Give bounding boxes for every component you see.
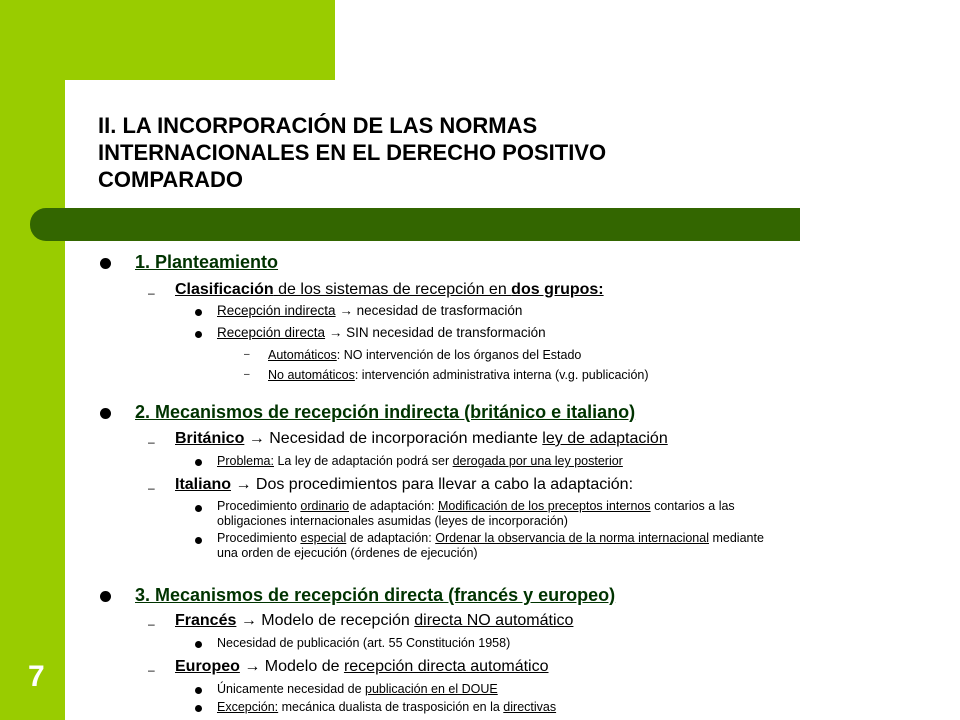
- bullet-icon: [195, 641, 202, 648]
- britanico-item: [175, 430, 668, 448]
- recepcion-directa-item: [217, 325, 546, 340]
- procedimiento-ordinario-cont: [217, 514, 568, 528]
- publicacion-doue: publicación en el DOUE: [365, 682, 498, 696]
- europeo-directa: recepción directa automático: [343, 658, 549, 675]
- ordinario-modificacion: Modificación de los preceptos internos: [437, 499, 651, 513]
- section-3-heading: [135, 585, 615, 606]
- frances-item: [175, 612, 573, 630]
- europeo-text: → Modelo de: [239, 658, 344, 675]
- problema-item: [217, 454, 623, 468]
- ordinario-continuation: obligaciones internacionales asumidas (leyes de incorporación): [217, 514, 568, 528]
- europeo-item: [175, 658, 549, 676]
- excepcion-item: [217, 700, 556, 714]
- recepcion-indirecta-text: → necesidad de trasformación: [335, 303, 523, 318]
- title-line-2: INTERNACIONALES EN EL DERECHO POSITIVO: [98, 140, 607, 165]
- bullet-icon: [100, 258, 111, 269]
- italiano-item: [175, 476, 633, 494]
- bullet-icon: [195, 459, 202, 466]
- italiano-text: → Dos procedimientos para llevar a cabo la adaptación:: [231, 476, 634, 493]
- bullet-icon: [100, 408, 111, 419]
- excepcion-text: mecánica dualista de trasposición en la: [278, 700, 504, 714]
- italiano-term: Italiano: [175, 476, 232, 493]
- section-1-heading: [135, 252, 278, 273]
- problema-term: Problema:: [217, 454, 274, 468]
- derogada-text: derogada por una ley posterior: [452, 454, 623, 468]
- especial-ordenar: Ordenar la observancia de la norma internacional: [435, 531, 709, 545]
- especial-prefix: Procedimiento: [217, 531, 301, 545]
- publicacion-text: Necesidad de publicación (art. 55 Constitución 1958): [217, 636, 511, 650]
- clasificacion-groups: dos grupos:: [511, 281, 604, 298]
- dash-icon: –: [148, 481, 155, 495]
- procedimiento-especial-cont: [217, 546, 478, 560]
- publicacion-item: [217, 636, 510, 650]
- especial-mid: de adaptación:: [346, 531, 436, 545]
- bullet-icon: [195, 705, 202, 712]
- no-automaticos-text: : intervención administrativa interna (v.g. publicación): [354, 368, 649, 382]
- automaticos-item: [268, 348, 581, 362]
- ordinario-prefix: Procedimiento: [217, 499, 301, 513]
- dash-icon: –: [148, 663, 155, 677]
- especial-term: especial: [300, 531, 347, 545]
- ordinario-term: ordinario: [300, 499, 350, 513]
- especial-suffix: mediante: [709, 531, 764, 545]
- unicamente-item: [217, 682, 498, 696]
- dash-icon: –: [148, 286, 155, 300]
- bullet-icon: [195, 537, 202, 544]
- frances-text: → Modelo de recepción: [236, 612, 415, 629]
- britanico-text: → Necesidad de incorporación mediante: [244, 430, 543, 447]
- dash-icon: –: [244, 369, 250, 380]
- recepcion-directa-term: Recepción directa: [217, 325, 326, 340]
- bullet-icon: [195, 687, 202, 694]
- no-automaticos-term: No automáticos: [268, 368, 355, 382]
- section-2-heading: [135, 402, 635, 423]
- title-line-3: COMPARADO: [98, 167, 244, 192]
- directivas-text: directivas: [503, 700, 557, 714]
- recepcion-indirecta-term: Recepción indirecta: [217, 303, 336, 318]
- title-line-1: II. LA INCORPORACIÓN DE LAS NORMAS: [98, 113, 538, 138]
- section-3-heading-text: 3. Mecanismos de recepción directa (francés y europeo): [135, 585, 616, 605]
- recepcion-directa-text: → SIN necesidad de transformación: [325, 325, 546, 340]
- frances-term: Francés: [175, 612, 237, 629]
- dash-icon: –: [148, 617, 155, 631]
- europeo-term: Europeo: [175, 658, 240, 675]
- section-1-heading-text: 1. Planteamiento: [135, 252, 279, 272]
- no-automaticos-item: [268, 368, 649, 382]
- clasificacion-item: [175, 281, 604, 299]
- bullet-icon: [195, 331, 202, 338]
- procedimiento-ordinario-item: [217, 499, 735, 513]
- bullet-icon: [195, 309, 202, 316]
- dash-icon: –: [244, 349, 250, 360]
- especial-continuation: una orden de ejecución (órdenes de ejecución): [217, 546, 478, 560]
- clasificacion-text: de los sistemas de recepción en: [273, 281, 512, 298]
- ordinario-suffix: contarios a las: [650, 499, 735, 513]
- bullet-icon: [100, 591, 111, 602]
- excepcion-term: Excepción:: [217, 700, 279, 714]
- unicamente-text: Únicamente necesidad de: [217, 682, 366, 696]
- clasificacion-term: Clasificación: [175, 281, 274, 298]
- dash-icon: –: [148, 435, 155, 449]
- procedimiento-especial-item: [217, 531, 764, 545]
- slide-number: 7: [28, 660, 45, 693]
- bullet-icon: [195, 505, 202, 512]
- section-2-heading-text: 2. Mecanismos de recepción indirecta (británico e italiano): [135, 402, 636, 422]
- problema-text: La ley de adaptación podrá ser: [273, 454, 453, 468]
- frances-directa: directa NO automático: [414, 612, 574, 629]
- britanico-term: Británico: [175, 430, 245, 447]
- recepcion-indirecta-item: [217, 303, 522, 318]
- ordinario-mid: de adaptación:: [349, 499, 438, 513]
- automaticos-term: Automáticos: [268, 348, 337, 362]
- ley-adaptacion: ley de adaptación: [542, 430, 668, 447]
- automaticos-text: : NO intervención de los órganos del Estado: [336, 348, 582, 362]
